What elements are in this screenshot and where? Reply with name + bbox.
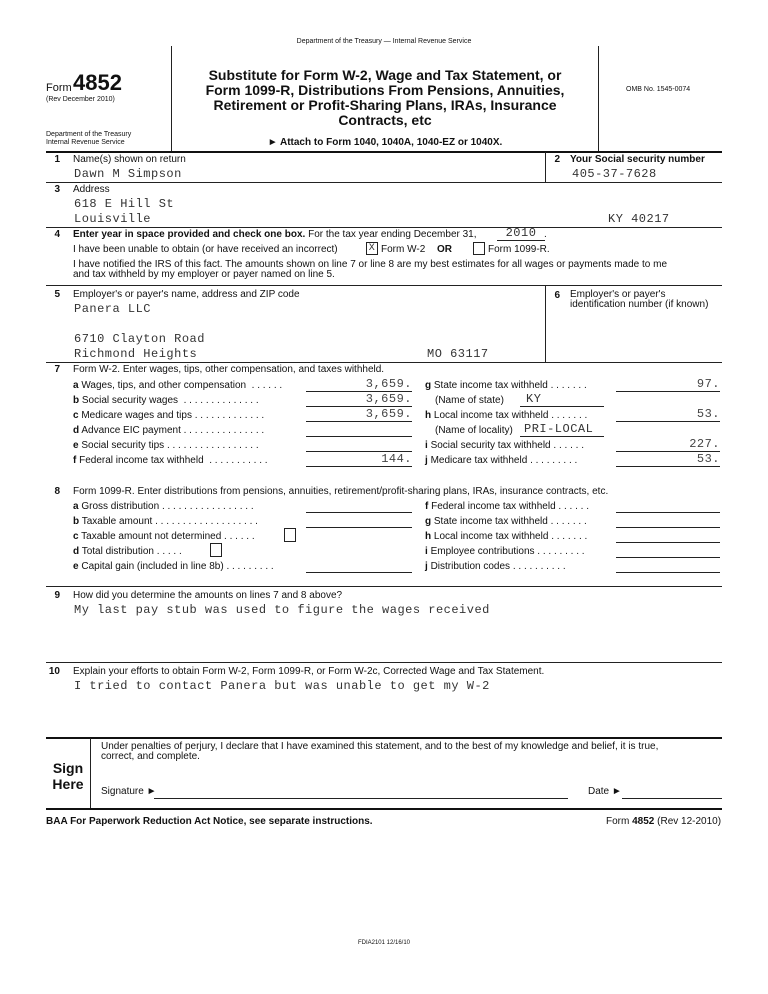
line8f-letter: f — [425, 501, 429, 512]
line1-label: Name(s) shown on return — [73, 154, 186, 165]
line7f-dots: . . . . . . . . . . . — [209, 455, 268, 466]
sign-word: Sign — [52, 760, 84, 776]
address-state-zip: KY 40217 — [608, 212, 670, 226]
line8i-text: Employee contributions — [430, 546, 535, 557]
line8a-dots: . . . . . . . . . . . . . . . . . — [161, 501, 254, 512]
line7h-text: Local income tax withheld — [433, 410, 549, 421]
line8i-label — [425, 546, 585, 557]
rule-6 — [46, 662, 722, 663]
line8b-dots: . . . . . . . . . . . . . . . . . . . — [155, 516, 258, 527]
line7h-label — [425, 410, 587, 421]
line1-number: 1 — [54, 154, 60, 165]
tax-year-field[interactable]: 2010 — [497, 226, 545, 241]
employer-street: 6710 Clayton Road — [74, 332, 205, 346]
line8b-field[interactable] — [306, 527, 412, 528]
line7a-letter: a — [73, 380, 79, 391]
line7f-value[interactable]: 144. — [306, 452, 412, 467]
rule-8 — [46, 808, 722, 810]
line8b-letter: b — [73, 516, 80, 527]
sign-here-label — [48, 760, 88, 792]
line7h-dots: . . . . . . . — [551, 410, 588, 421]
line8e-label — [73, 561, 274, 572]
line8e-dots: . . . . . . . . . — [226, 561, 274, 572]
line7-number: 7 — [54, 364, 60, 375]
line4-notified1: I have notified the IRS of this fact. The amounts shown on line 7 or line 8 are my best estimates for all wages or payments made to me — [73, 259, 668, 270]
line9-number: 9 — [54, 590, 60, 601]
state-name-value[interactable]: KY — [520, 392, 604, 407]
line3-number: 3 — [54, 184, 60, 195]
line8i-field[interactable] — [616, 557, 720, 558]
line7b-text: Social security wages — [81, 395, 179, 406]
rule-1 — [46, 182, 722, 183]
line7j-dots: . . . . . . . . . — [530, 455, 578, 466]
line7h-letter: h — [425, 410, 432, 421]
w2-checkbox[interactable]: X — [366, 242, 378, 255]
line6-number: 6 — [554, 290, 560, 301]
form-ref-pre: Form — [606, 816, 633, 827]
penalty-statement — [101, 742, 658, 762]
line4-unable: I have been unable to obtain (or have received an incorrect) — [73, 244, 338, 255]
line7j-value[interactable]: 53. — [616, 452, 720, 467]
line7-intro: Form W-2. Enter wages, tips, other compensation, and taxes withheld. — [73, 364, 385, 375]
line7d-letter: d — [73, 425, 80, 436]
line7g-text: State income tax withheld — [433, 380, 548, 391]
line7g-label — [425, 380, 587, 391]
line8c-label — [73, 531, 255, 542]
title-line4: Contracts, etc — [338, 112, 432, 128]
line2-label: Your Social security number — [570, 154, 705, 165]
line6-label1: Employer's or payer's — [570, 289, 666, 300]
employer-state-zip: MO 63117 — [427, 347, 489, 361]
title-line2: Form 1099-R, Distributions From Pensions, Annuities, — [205, 82, 565, 98]
year-period: . — [544, 229, 547, 240]
line7e-value[interactable] — [306, 437, 412, 452]
line7c-value[interactable]: 3,659. — [306, 407, 412, 422]
line5-label: Employer's or payer's name, address and ZIP code — [73, 289, 300, 300]
line7i-letter: i — [425, 440, 428, 451]
line7d-value[interactable] — [306, 422, 412, 437]
line8c-dots: . . . . . . — [224, 531, 255, 542]
line9-label: How did you determine the amounts on lines 7 and 8 above? — [73, 590, 343, 601]
ssn-value: 405-37-7628 — [572, 167, 657, 181]
or-label: OR — [437, 244, 452, 255]
line8f-label — [425, 501, 589, 512]
line8e-letter: e — [73, 561, 79, 572]
attach-instruction: ► Attach to Form 1040, 1040A, 1040-EZ or 1040X. — [267, 137, 503, 148]
line8g-text: State income tax withheld — [433, 516, 548, 527]
form-code: FDIA2101 12/16/10 — [357, 940, 411, 946]
line10-label: Explain your efforts to obtain Form W-2, Form 1099-R, or Form W-2c, Corrected Wage and Tax Statement. — [73, 666, 545, 677]
header-divider-right — [598, 46, 599, 151]
header-bottom-rule — [46, 151, 722, 153]
signature-field[interactable] — [154, 798, 568, 799]
penalty-line1: Under penalties of perjury, I declare that I have examined this statement, and to the best of my knowledge and belief, it is true, — [101, 741, 659, 752]
line7g-dots: . . . . . . . — [550, 380, 587, 391]
1099r-checkbox[interactable] — [473, 242, 485, 255]
baa-notice: BAA For Paperwork Reduction Act Notice, see separate instructions. — [46, 816, 373, 827]
line8a-label — [73, 501, 254, 512]
line8j-letter: j — [425, 561, 428, 572]
line8f-text: Federal income tax withheld — [431, 501, 556, 512]
line8c-text: Taxable amount not determined — [81, 531, 222, 542]
line8j-field[interactable] — [616, 572, 720, 573]
employer-name: Panera LLC — [74, 302, 152, 316]
line8c-checkbox[interactable] — [284, 528, 296, 542]
line8a-text: Gross distribution — [81, 501, 160, 512]
line8h-field[interactable] — [616, 542, 720, 543]
form-ref-post: (Rev 12-2010) — [654, 816, 722, 827]
signature-label: Signature ► — [101, 786, 157, 797]
line7j-label — [425, 455, 577, 466]
line8d-checkbox[interactable] — [210, 543, 222, 557]
line6-label2: identification number (if known) — [570, 299, 709, 310]
here-word: Here — [52, 776, 84, 792]
form-reference — [606, 816, 721, 827]
line8a-letter: a — [73, 501, 79, 512]
line8i-letter: i — [425, 546, 428, 557]
line7e-dots: . . . . . . . . . . . . . . . . . — [166, 440, 259, 451]
line8b-text: Taxable amount — [81, 516, 153, 527]
line8g-field[interactable] — [616, 527, 720, 528]
address-city: Louisville — [74, 212, 152, 226]
line8d-dots: . . . . . — [156, 546, 182, 557]
line8h-text: Local income tax withheld — [433, 531, 549, 542]
line7b-letter: b — [73, 395, 80, 406]
agency-top: Department of the Treasury — Internal Revenue Service — [296, 38, 472, 45]
line4-instruction — [73, 229, 477, 240]
line10-answer[interactable]: I tried to contact Panera but was unable to get my W-2 — [74, 679, 490, 693]
line7f-label — [73, 455, 268, 466]
rule-3 — [46, 285, 722, 286]
address-street: 618 E Hill St — [74, 197, 175, 211]
rule-7 — [46, 737, 722, 739]
line7i-dots: . . . . . . — [553, 440, 584, 451]
line8c-letter: c — [73, 531, 79, 542]
line8-intro: Form 1099-R. Enter distributions from pensions, annuities, retirement/profit-sharing plans, IRAs, insurance contracts, etc. — [73, 486, 609, 497]
line5-number: 5 — [54, 289, 60, 300]
line7d-text: Advance EIC payment — [81, 425, 181, 436]
form-ref-num: 4852 — [632, 816, 655, 827]
line10-number: 10 — [48, 666, 60, 677]
line7j-letter: j — [425, 455, 428, 466]
line4-rest: For the tax year ending December 31, — [308, 229, 477, 240]
line7e-letter: e — [73, 440, 79, 451]
rule-4 — [46, 362, 722, 363]
penalty-line2: correct, and complete. — [101, 751, 200, 762]
line7c-letter: c — [73, 410, 79, 421]
line7d-dots: . . . . . . . . . . . . . . . — [183, 425, 265, 436]
line2-number: 2 — [554, 154, 560, 165]
title-line1: Substitute for Form W-2, Wage and Tax Statement, or — [208, 67, 562, 83]
line7i-value[interactable]: 227. — [616, 437, 720, 452]
line7d-label — [73, 425, 264, 436]
line8j-dots: . . . . . . . . . . — [512, 561, 566, 572]
rule-5 — [46, 586, 722, 587]
line7h-value[interactable]: 53. — [616, 407, 720, 422]
line8j-label — [425, 561, 566, 572]
line8h-letter: h — [425, 531, 432, 542]
line8g-label — [425, 516, 587, 527]
line7e-label — [73, 440, 259, 451]
line8e-text: Capital gain (included in line 8b) — [81, 561, 224, 572]
form-number: 4852 — [73, 70, 122, 95]
line8-number: 8 — [54, 486, 60, 497]
line7g-value[interactable]: 97. — [616, 377, 720, 392]
line7i-label — [425, 440, 584, 451]
line7e-text: Social security tips — [81, 440, 165, 451]
state-name-label: (Name of state) — [435, 395, 504, 406]
line7a-value[interactable]: 3,659. — [306, 377, 412, 392]
line8j-text: Distribution codes — [430, 561, 511, 572]
date-label: Date ► — [588, 786, 622, 797]
dept-line1: Department of the Treasury — [46, 131, 132, 138]
locality-name-label: (Name of locality) — [435, 425, 513, 436]
line4-bold: Enter year in space provided and check one box. — [73, 229, 306, 240]
line7a-text: Wages, tips, and other compensation — [81, 380, 247, 391]
rule-2 — [46, 227, 722, 228]
form-revision: (Rev December 2010) — [46, 96, 115, 103]
line7c-label — [73, 410, 264, 421]
employer-city: Richmond Heights — [74, 347, 198, 361]
line3-label: Address — [73, 184, 110, 195]
line7b-value[interactable]: 3,659. — [306, 392, 412, 407]
line7c-dots: . . . . . . . . . . . . . — [194, 410, 265, 421]
line8h-dots: . . . . . . . — [551, 531, 588, 542]
line4-notified2: and tax withheld by my employer or payer named on line 5. — [73, 269, 335, 280]
line7a-label — [73, 380, 282, 391]
date-field[interactable] — [622, 798, 722, 799]
line7j-text: Medicare tax withheld — [430, 455, 528, 466]
line7a-dots: . . . . . . — [251, 380, 283, 391]
line8a-field[interactable] — [306, 512, 412, 513]
form-title — [172, 68, 598, 128]
name-value: Dawn M Simpson — [74, 167, 182, 181]
line7b-dots: . . . . . . . . . . . . . . — [183, 395, 259, 406]
line7i-text: Social security tax withheld — [430, 440, 551, 451]
line8g-dots: . . . . . . . — [550, 516, 587, 527]
line8b-label — [73, 516, 258, 527]
form-label: Form — [46, 82, 72, 94]
line7g-letter: g — [425, 380, 432, 391]
line4-number: 4 — [54, 229, 60, 240]
line8g-letter: g — [425, 516, 432, 527]
w2-checkbox-label: Form W-2 — [381, 244, 426, 255]
1099r-checkbox-label: Form 1099-R. — [488, 244, 550, 255]
title-line3: Retirement or Profit-Sharing Plans, IRAs, Insurance — [213, 97, 557, 113]
line8e-field[interactable] — [306, 572, 412, 573]
line6-label — [570, 290, 708, 310]
line8d-letter: d — [73, 546, 80, 557]
sign-divider — [90, 738, 91, 808]
line8f-field[interactable] — [616, 512, 720, 513]
line7f-text: Federal income tax withheld — [79, 455, 204, 466]
locality-name-value[interactable]: PRI-LOCAL — [520, 422, 604, 437]
line8h-label — [425, 531, 587, 542]
line8f-dots: . . . . . . — [558, 501, 589, 512]
line8i-dots: . . . . . . . . . — [537, 546, 585, 557]
line8d-text: Total distribution — [81, 546, 154, 557]
line8d-label — [73, 546, 182, 557]
line7c-text: Medicare wages and tips — [81, 410, 192, 421]
omb-number: OMB No. 1545-0074 — [626, 86, 691, 93]
dept-line2: Internal Revenue Service — [46, 139, 125, 146]
line7f-letter: f — [73, 455, 77, 466]
line9-answer[interactable]: My last pay stub was used to figure the wages received — [74, 603, 490, 617]
line7b-label — [73, 395, 259, 406]
